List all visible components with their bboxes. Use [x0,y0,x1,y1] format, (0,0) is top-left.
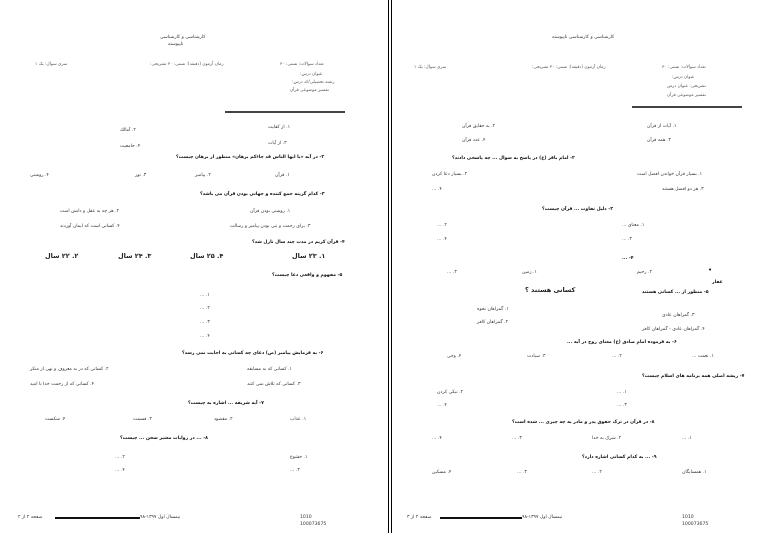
q2-stem: ۲- امام باقر (ع) در پاسخ به سوال ... چه پاسخی دادند؟ [452,156,575,161]
q6-opt3: ۳. سیادت [527,354,546,359]
question-count: تعداد سوالات: تستی: ۳۰ [280,62,324,67]
q7-stem: ۷- ریشه اصلی همه برنامه های اسلام چیست؟ [642,374,745,379]
q4-opt1: ۱. ۲۳ سال [292,252,326,260]
footer-page: صفحه ۲ از ۲ [18,515,43,520]
q3-opt3: ۳. برای رحمت و نبی بودن پیامبر و رسالت [230,224,311,229]
q6-opt3: ۳. کسانی که تلاش نمی کنند [247,382,301,387]
q5-answer: کسانی هستند ؟ [525,286,576,294]
q1-opt3: ۳. همه قرآن [647,138,671,143]
series: سری سوال: یک ۱ [414,65,447,70]
q3-opt4: ۴. کسانی است که ایمان آوردند [60,224,120,229]
q8-opt3: ۳. ... [512,436,522,441]
course-field: تشریحی: عنوان درس [667,84,706,89]
q6-opt1: ۱. کسانی که به مسابقه [247,367,292,372]
q2-opt2: ۲. بسیار دعا کردن [432,172,468,177]
q5-opt1: ۱. گمراهان نحوه [477,307,509,312]
q5-opt3: ۳. گمراهان عادی [662,313,695,318]
q1-opt2: ۲. به حقایق قرآن [462,124,496,129]
q6-stem: ۶- به فرمایش پیامبر (ص) دعای چه کسانی به اجابت نمی رسد؟ [182,351,324,356]
exam-page-right [391,0,768,533]
bullet-marker: • [708,266,713,274]
q1-opt3: ۳. از آیات [268,141,287,146]
q3-opt2: ۲. هر چه به عقل و دانش است [60,209,120,214]
q1-opt2: ۲. آمالك [120,128,136,133]
q1-opt1: ۱. آیات از قرآن [647,124,677,129]
q5-opt2: ۲. ... [200,306,210,311]
q9-opt4: ۴. مسکین [432,470,452,475]
q2-opt1: ۱. قرآن [275,173,290,178]
q6-opt1: ۱. نعمت ... [692,354,714,359]
course-field: رشته تحصیلی/کد درس: [292,80,335,85]
q1-opt4: ۴. جامعیت [120,144,141,149]
q4-opt4: ۴. ۲۵ سال [190,252,224,260]
q7-opt2: ۲. نیکی کردن [437,390,464,395]
q9-stem: ۹- ... به کدام کسانی اشاره دارد؟ [582,455,657,460]
q4-opt3: ۳. ... [447,270,457,275]
q3-stem: ۳- دلیل تفاوت ... قرآن چیست؟ [542,207,613,212]
series: سری سوال: یک ۱ [35,62,68,67]
q5-opt3: ۳. ... [200,320,210,325]
q7-opt1: ۱. عذاب [290,417,307,422]
footer-term: نیمسال اول ۱۳۹۷-۹۸ [522,515,563,520]
q3-opt4: ۴. ... [437,237,447,242]
q5-opt4: ۴. گمراهان عادی - گمراهان کافر [642,327,705,332]
smudged-question-1 [632,106,742,108]
q1-opt4: ۴. عدد قرآن [462,138,486,143]
q8-opt3: ۳. ... [290,468,300,473]
q2-opt1: ۱. بسیار قرآن خواندن افضل است [637,172,703,177]
q4-stem: ۴- ... [622,256,634,261]
q8-opt2: ۲. شرک به خدا [592,436,622,441]
footer-bar [55,517,140,519]
footer-bar [440,517,522,519]
q5-opt4: ۴. ... [200,334,210,339]
q9-opt3: ۳. ... [517,470,527,475]
header-org: کارشناسی و کارشناسی ناپیوسته [552,35,615,40]
q9-opt1: ۱. همسایگان [682,470,707,475]
q3-stem: ۳- کدام گزینه جمع کننده و جهانی بودن قرآن می باشد؟ [200,192,325,197]
footer-page: صفحه ۲ از ۳ [407,515,432,520]
exam-time: زمان آزمون (دقیقه): تستی: ۳۰ تشریحی: [532,65,606,70]
q6-opt4: ۴. کسانی که از رحمت خدا نا امید [30,382,95,387]
course-topic: تفسیر موضوعی قرآن [290,88,329,93]
q8-opt4: ۴. ... [115,468,125,473]
q2-stem: ۲- در آیه «یا ایها الناس قد جاءکم برهان» منظور از برهان چیست؟ [176,155,325,160]
header-sub: ناپیوسته [168,42,184,47]
q9-opt2: ۲. ... [592,470,602,475]
q4-stem: ۴- قرآن کریم در مدت چند سال نازل شد؟ [252,240,345,245]
q8-opt2: ۲. ... [115,455,125,460]
q7-opt2: ۲. مقصود [214,417,233,422]
q6-opt4: ۴. وحی [447,354,462,359]
q4-opt3: ۳. ۲۴ سال [118,252,152,260]
exam-time: زمان آزمون (دقیقه): تستی: ۳۰ تشریحی: [150,62,224,67]
q8-opt4: ۴. ... [432,436,442,441]
q7-opt4: ۴. ... [437,403,447,408]
course-title: عنوان درس: [300,72,323,77]
q5-stem: ۵- منظور از ... کسانی هستند [642,290,709,295]
q4-opt1: ۱. زمین [522,270,537,275]
q5-stem: ۵- مفهوم و واقعی دعا چیست؟ [272,273,343,278]
q6-opt2: ۲. ... [612,354,622,359]
q7-opt4: ۴. شکست [45,417,66,422]
q3-opt3: ۳. ... [622,237,632,242]
q7-opt1: ۱. ... [617,390,627,395]
q2-opt3: ۳. هر دو افضل هستند [662,187,704,192]
q4-opt2: ۲. ۲۲ سال [45,252,79,260]
footer-term: نیمسال اول ۱۳۹۷-۹۸ [140,515,181,520]
q8-stem: ۸- در قرآن در ترک حقوق پدر و مادر به چه چیزی ... شده است؟ [512,420,655,425]
q1-opt1: ۱. از کفایت [268,125,291,130]
q8-opt1: ۱. ... [682,436,692,441]
q3-opt2: ۲. ... [437,223,447,228]
footer-code1: 1010 [682,515,694,520]
q7-stem: ۷- آیه شریفه ... اشاره به چیست؟ [188,401,264,406]
footer-code2: 100073675 [300,522,327,527]
q3-opt1: ۱. معنای ... [622,223,645,228]
q7-opt3: ۳. ... [617,403,627,408]
q8-opt1: ۱. خشوع [290,455,308,460]
q2-opt4: ۴. ... [432,187,442,192]
q3-opt1: ۱. روشنی بودن قرآن [250,209,291,214]
q2-opt4: ۴. روشنی [30,173,49,178]
q8-stem: ۸- ... در روایات معتبر سخن ... چیست؟ [120,436,208,441]
header-org: کارشناسی و کارشناسی [160,35,206,40]
q2-opt2: ۲. پیامبر [195,173,211,178]
q2-opt3: ۳. نور [135,173,147,178]
footer-code1: 1010 [300,515,312,520]
footer-code2: 100073675 [682,522,709,527]
course-topic: تفسیر موضوعی قرآن [667,93,706,98]
q6-stem: ۶- به فرموده امام صادق (ع) معنای روح در آیه ... [567,340,677,345]
q4-opt2: ۲. رحیم [637,270,652,275]
q5-opt1: ۱. ... [200,293,210,298]
q4-extra: غفار [712,280,723,285]
q5-opt2: ۲. گمراهان کافر [477,320,509,325]
smudged-question-1 [225,111,345,113]
q6-opt2: ۲. کسانی که در به معروف و نهی از منکر [30,367,109,372]
course-title: عنوان درس: [672,75,695,80]
q7-opt3: ۳. قسمت [133,417,152,422]
question-count: تعداد سوالات: تستی: ۳۰ [662,65,706,70]
